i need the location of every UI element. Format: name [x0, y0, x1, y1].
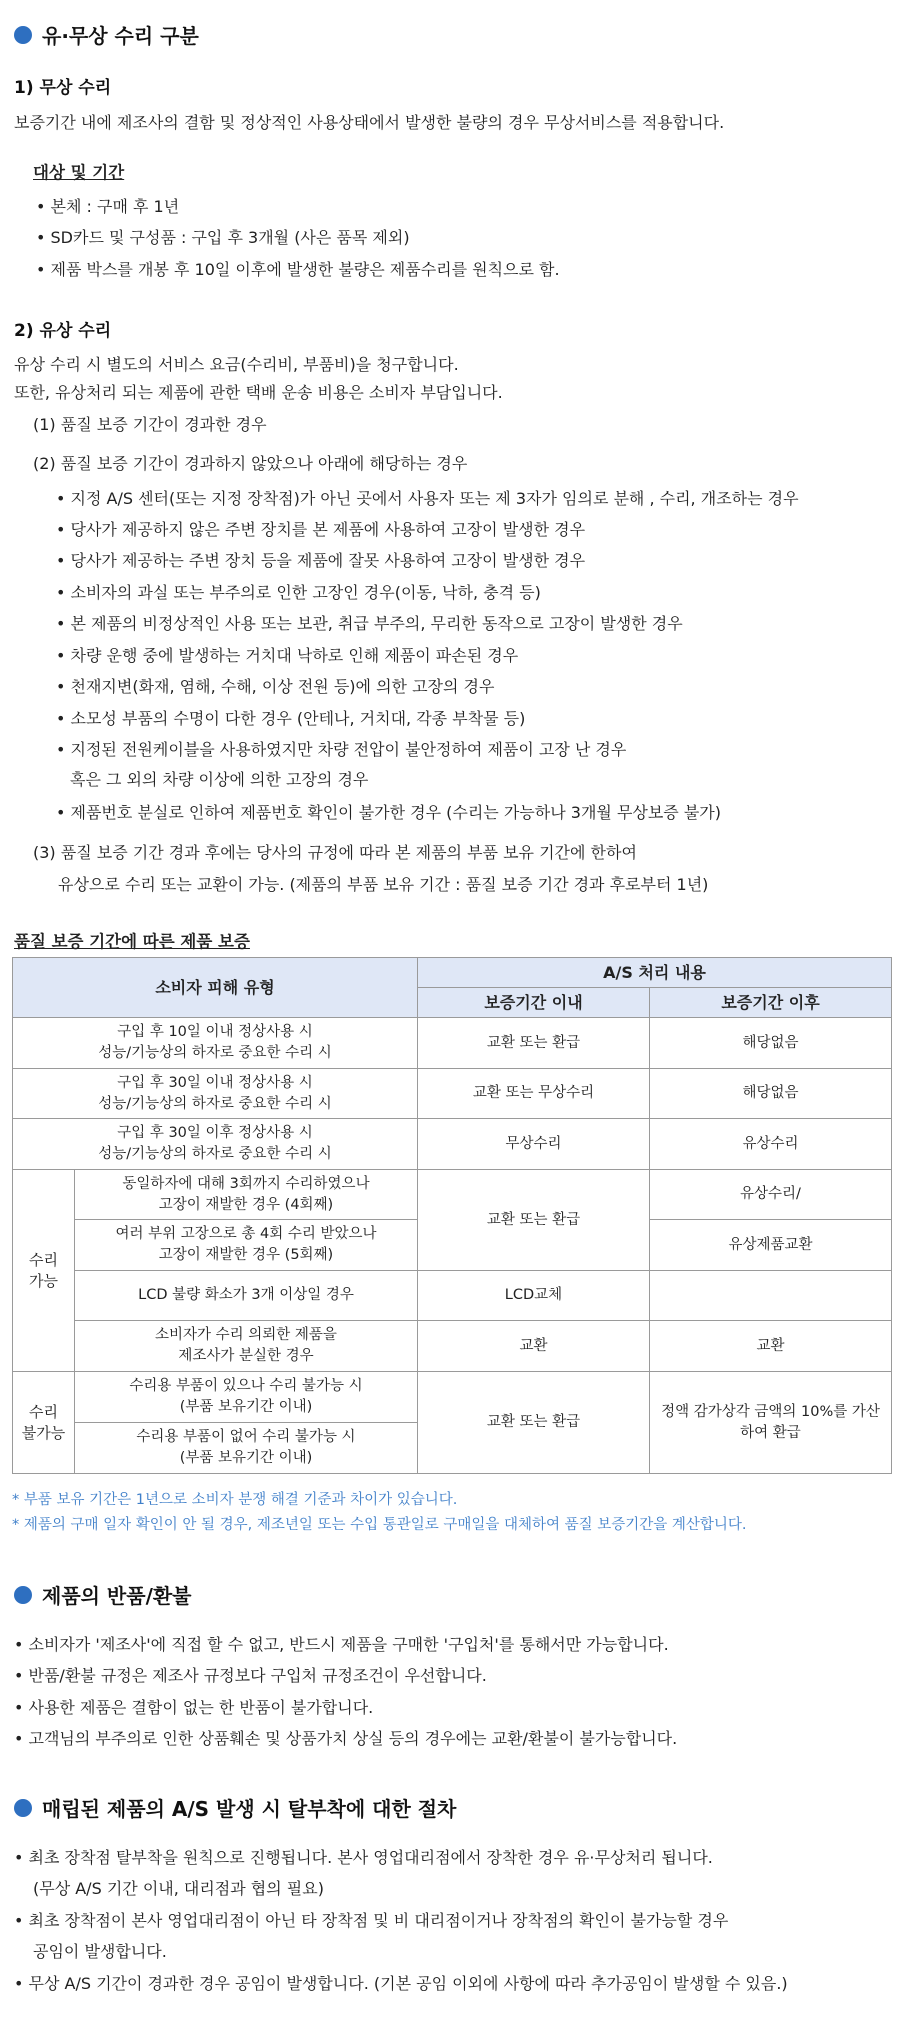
paid-item: • 본 제품의 비정상적인 사용 또는 보관, 취급 부주의, 무리한 동작으로 고장이 발생한 경우	[56, 614, 683, 633]
installed-item: • 최초 장착점 탈부착을 원칙으로 진행됩니다. 본사 영업대리점에서 장착한 경우 유·무상처리 됩니다.	[14, 1848, 713, 1867]
section-title-repair	[14, 20, 199, 49]
return-item: • 반품/환불 규정은 제조사 규정보다 구입처 규정조건이 우선합니다.	[14, 1666, 487, 1685]
within-cell: LCD교체	[418, 1271, 650, 1321]
damage-type-cell: 수리용 부품이 없어 수리 불가능 시 (부품 보유기간 이내)	[75, 1423, 418, 1474]
warranty-table	[12, 957, 892, 1474]
damage-type-cell: 구입 후 30일 이내 정상사용 시 성능/기능상의 하자로 중요한 수리 시	[13, 1069, 418, 1119]
paid-item: • 소비자의 과실 또는 부주의로 인한 고장인 경우(이동, 낙하, 충격 등)	[56, 583, 541, 602]
warranty-table-title: 품질 보증 기간에 따른 제품 보증	[14, 932, 250, 951]
paid-case-3-cont: 유상으로 수리 또는 교환이 가능. (제품의 부품 보유 기간 : 품질 보증 기간 경과 후로부터 1년)	[58, 875, 709, 894]
paid-item: • 소모성 부품의 수명이 다한 경우 (안테나, 거치대, 각종 부착물 등)	[56, 709, 526, 728]
within-cell: 교환 또는 환급	[418, 1170, 650, 1271]
paid-item: • 지정 A/S 센터(또는 지정 장착점)가 아닌 곳에서 사용자 또는 제 3자가 임의로 분해 , 수리, 개조하는 경우	[56, 489, 799, 508]
damage-type-cell: 수리용 부품이 있으나 수리 불가능 시 (부품 보유기간 이내)	[75, 1372, 418, 1423]
paid-repair-heading: 2) 유상 수리	[14, 321, 112, 341]
paid-repair-desc: 또한, 유상처리 되는 제품에 관한 택배 운송 비용은 소비자 부담입니다.	[14, 383, 503, 402]
section-title-text: 유·무상 수리 구분	[42, 24, 199, 48]
paid-case-3: (3) 품질 보증 기간 경과 후에는 당사의 규정에 따라 본 제품의 부품 보유 기간에 한하여	[33, 843, 637, 862]
section-title-return	[14, 1580, 192, 1609]
after-cell: 교환	[650, 1321, 892, 1372]
header-damage-type: 소비자 피해 유형	[13, 958, 418, 1018]
paid-case-2: (2) 품질 보증 기간이 경과하지 않았으나 아래에 해당하는 경우	[33, 454, 468, 473]
header-after-warranty: 보증기간 이후	[650, 988, 892, 1018]
damage-type-cell: 소비자가 수리 의뢰한 제품을 제조사가 분실한 경우	[75, 1321, 418, 1372]
after-cell	[650, 1271, 892, 1321]
installed-item: • 최초 장착점이 본사 영업대리점이 아닌 타 장착점 및 비 대리점이거나 장착점의 확인이 불가능할 경우	[14, 1911, 729, 1930]
paid-item: • 당사가 제공하는 주변 장치 등을 제품에 잘못 사용하여 고장이 발생한 경우	[56, 551, 586, 570]
blue-circle-icon	[14, 26, 32, 44]
free-item: • 제품 박스를 개봉 후 10일 이후에 발생한 불량은 제품수리를 원칙으로 함.	[36, 260, 560, 279]
paid-repair-desc: 유상 수리 시 별도의 서비스 요금(수리비, 부품비)을 청구합니다.	[14, 355, 459, 374]
table-row	[13, 1018, 892, 1069]
within-cell: 무상수리	[418, 1119, 650, 1170]
installed-item: • 무상 A/S 기간이 경과한 경우 공임이 발생합니다. (기본 공임 이외에 사항에 따라 추가공임이 발생할 수 있음.)	[14, 1974, 788, 1993]
table-row	[13, 1372, 892, 1423]
table-row	[13, 1069, 892, 1119]
damage-type-cell: 동일하자에 대해 3회까지 수리하였으나 고장이 재발한 경우 (4회째)	[75, 1170, 418, 1220]
installed-item-cont: (무상 A/S 기간 이내, 대리점과 협의 필요)	[33, 1879, 324, 1898]
paid-item: • 제품번호 분실로 인하여 제품번호 확인이 불가한 경우 (수리는 가능하나 3개월 무상보증 불가)	[56, 803, 722, 822]
period-title: 대상 및 기간	[33, 163, 125, 182]
damage-type-cell: 구입 후 10일 이내 정상사용 시 성능/기능상의 하자로 중요한 수리 시	[13, 1018, 418, 1069]
return-item: • 고객님의 부주의로 인한 상품훼손 및 상품가치 상실 등의 경우에는 교환/환불이 불가능합니다.	[14, 1729, 678, 1748]
damage-type-cell: 구입 후 30일 이후 정상사용 시 성능/기능상의 하자로 중요한 수리 시	[13, 1119, 418, 1170]
paid-item: • 차량 운행 중에 발생하는 거치대 낙하로 인해 제품이 파손된 경우	[56, 646, 519, 665]
within-cell: 교환 또는 환급	[418, 1018, 650, 1069]
header-within-warranty: 보증기간 이내	[418, 988, 650, 1018]
blue-circle-icon	[14, 1799, 32, 1817]
after-cell: 정액 감가상각 금액의 10%를 가산 하여 환급	[650, 1372, 892, 1474]
after-cell: 유상수리/	[650, 1170, 892, 1220]
after-cell: 유상제품교환	[650, 1220, 892, 1271]
within-cell: 교환	[418, 1321, 650, 1372]
blue-circle-icon	[14, 1586, 32, 1604]
after-cell: 해당없음	[650, 1018, 892, 1069]
after-cell: 유상수리	[650, 1119, 892, 1170]
damage-type-cell: 여러 부위 고장으로 총 4회 수리 받았으나 고장이 재발한 경우 (5회째)	[75, 1220, 418, 1271]
table-note: * 부품 보유 기간은 1년으로 소비자 분쟁 해결 기준과 차이가 있습니다.	[12, 1492, 458, 1508]
within-cell: 교환 또는 환급	[418, 1372, 650, 1474]
section-title-installed-as	[14, 1793, 456, 1822]
installed-item-cont: 공임이 발생합니다.	[33, 1942, 167, 1961]
header-as-content: A/S 처리 내용	[418, 958, 892, 988]
section-title-text: 매립된 제품의 A/S 발생 시 탈부착에 대한 절차	[42, 1797, 457, 1821]
return-item: • 소비자가 '제조사'에 직접 할 수 없고, 반드시 제품을 구매한 '구입처'를 통해서만 가능합니다.	[14, 1635, 669, 1654]
table-row	[13, 1271, 892, 1321]
paid-case-1: (1) 품질 보증 기간이 경과한 경우	[33, 415, 267, 434]
free-item: • SD카드 및 구성품 : 구입 후 3개월 (사은 품목 제외)	[36, 228, 410, 247]
after-cell: 해당없음	[650, 1069, 892, 1119]
table-row	[13, 1119, 892, 1170]
free-repair-heading: 1) 무상 수리	[14, 78, 112, 98]
free-item: • 본체 : 구매 후 1년	[36, 197, 180, 216]
paid-item: • 당사가 제공하지 않은 주변 장치를 본 제품에 사용하여 고장이 발생한 경우	[56, 520, 586, 539]
unrepairable-label: 수리 불가능	[13, 1372, 75, 1474]
section-title-text: 제품의 반품/환불	[42, 1584, 192, 1608]
free-repair-desc: 보증기간 내에 제조사의 결함 및 정상적인 사용상태에서 발생한 불량의 경우 무상서비스를 적용합니다.	[14, 113, 725, 132]
table-row	[13, 1321, 892, 1372]
within-cell: 교환 또는 무상수리	[418, 1069, 650, 1119]
paid-item-cont: 혹은 그 외의 차량 이상에 의한 고장의 경우	[70, 770, 369, 789]
table-note: * 제품의 구매 일자 확인이 안 될 경우, 제조년일 또는 수입 통관일로 구매일을 대체하여 품질 보증기간을 계산합니다.	[12, 1517, 747, 1533]
repairable-label: 수리 가능	[13, 1170, 75, 1372]
return-item: • 사용한 제품은 결함이 없는 한 반품이 불가합니다.	[14, 1698, 374, 1717]
damage-type-cell: LCD 불량 화소가 3개 이상일 경우	[75, 1271, 418, 1321]
table-row	[13, 1170, 892, 1220]
paid-item: • 지정된 전원케이블을 사용하였지만 차량 전압이 불안정하여 제품이 고장 난 경우	[56, 740, 627, 759]
paid-item: • 천재지변(화재, 염해, 수해, 이상 전원 등)에 의한 고장의 경우	[56, 677, 495, 696]
